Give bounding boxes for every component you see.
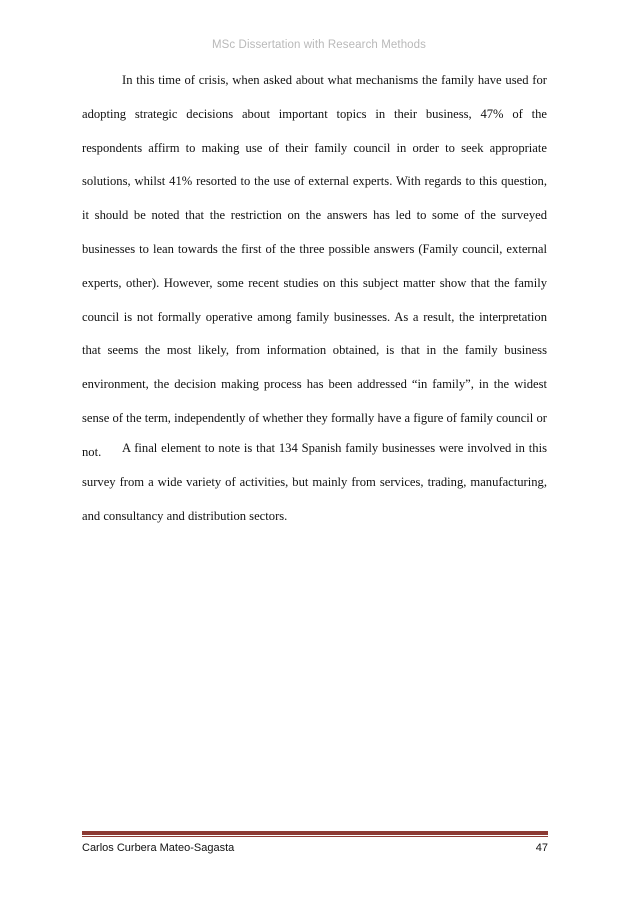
body-paragraph: In this time of crisis, when asked about what mechanisms the family have used for adopting strategic decisions about important topics in their business, 47% of the respondents affirm to making use of their family council in order to seek appropriate solutions, whilst 41% resorted to the use of external experts. With regards to this question, it should be noted that the restriction on the answers has led to some of the surveyed businesses to lean towards the first of the three possible answers (Family council, external experts, other). However, some recent studies on this subject matter show that the family council is not formally operative among family businesses. As a result, the interpretation that seems the most likely, from information obtained, is that in the family business environment, the decision making process has been addressed “in family”, in the widest sense of the term, independently of whether they formally have a figure of family council or not. — [82, 73, 547, 459]
running-header: MSc Dissertation with Research Methods — [211, 39, 427, 51]
footer-rule — [82, 831, 548, 835]
footer-rule-thin — [82, 836, 548, 837]
footer-author: Carlos Curbera Mateo-Sagasta — [82, 842, 235, 854]
body-paragraph: A final element to note is that 134 Spanish family businesses were involved in this survey from a wide variety of activities, but mainly from services, trading, manufacturing, and consultancy and distribution sectors. — [82, 441, 547, 523]
body-paragraph-2-container — [82, 432, 547, 533]
body-paragraph-1-container — [82, 64, 547, 470]
page-number: 47 — [535, 842, 548, 854]
